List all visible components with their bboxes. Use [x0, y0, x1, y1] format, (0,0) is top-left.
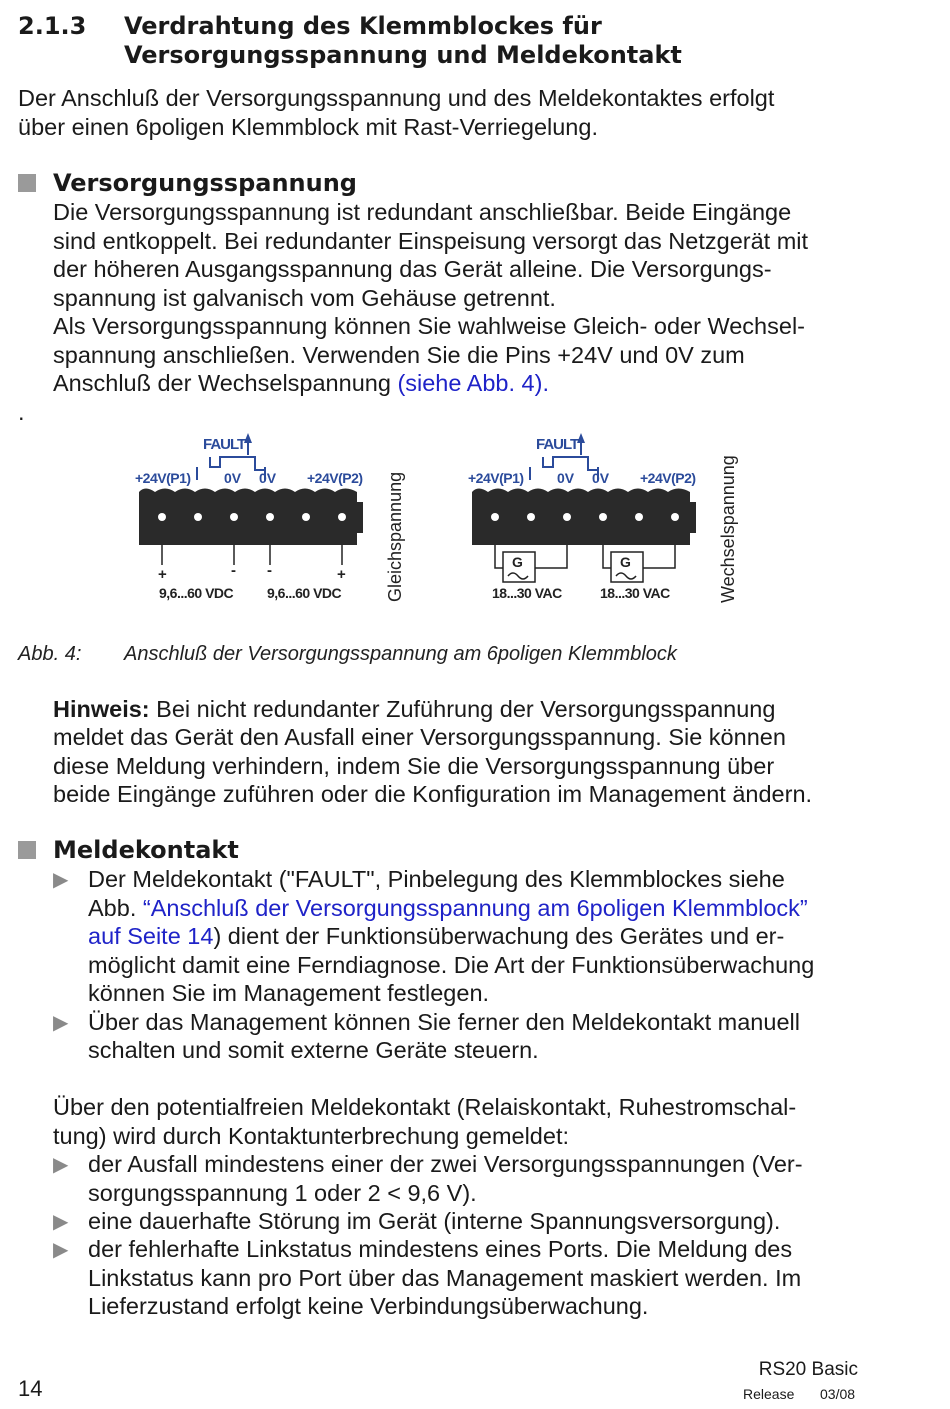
section-title-line2: Versorgungsspannung und Meldekontakt — [124, 41, 682, 69]
relay-item-2-line: Über das Management können Sie ferner den Meldekontakt manuell — [88, 1009, 800, 1035]
terminal-block-figure — [125, 425, 765, 610]
footer-release-label: Release — [743, 1386, 795, 1402]
footer-release: 03/08 — [820, 1386, 856, 1402]
sign-minus: - — [231, 562, 236, 579]
list-item-line: Lieferzustand erfolgt keine Verbindungsüberwachung. — [88, 1293, 649, 1319]
relay-item-1-line — [88, 894, 878, 923]
pin-label-0v: 0V — [224, 470, 242, 486]
figure-caption-label: Abb. 4: — [18, 643, 82, 665]
section-number: 2.1.3 — [18, 12, 87, 40]
relay-para-line: Über den potentialfreien Meldekontakt (Relaiskontakt, Ruhestromschal- — [53, 1094, 797, 1120]
relay-para-line: tung) wird durch Kontaktunterbrechung gemeldet: — [53, 1123, 570, 1149]
side-label-dc: Gleichspannung — [385, 471, 405, 602]
pin-label-0v: 0V — [592, 470, 610, 486]
supply-line: Die Versorgungsspannung ist redundant anschließbar. Beide Eingänge — [53, 199, 792, 225]
note-line-1 — [53, 695, 883, 724]
relay-item-1-line — [88, 922, 878, 951]
triangle-right-icon: ▶ — [53, 869, 69, 891]
list-item-line: der Ausfall mindestens einer der zwei Versorgungsspannungen (Ver- — [88, 1151, 803, 1177]
note-label: Hinweis: — [53, 696, 150, 722]
sign-minus: - — [267, 562, 272, 579]
section-title-line1: Verdrahtung des Klemmblockes für — [124, 12, 602, 40]
ac-range-label: 18...30 VAC — [600, 585, 670, 601]
supply-line: der höheren Ausgangsspannung das Gerät alleine. Die Versorgungs- — [53, 256, 772, 282]
dc-range-label: 9,6...60 VDC — [159, 585, 234, 601]
pin-label-24v-p2: +24V(P2) — [640, 470, 696, 486]
sign-plus: + — [337, 566, 346, 583]
supply-line-last — [53, 369, 883, 398]
ac-generator-icon — [503, 552, 535, 582]
subheading-supply: Versorgungsspannung — [53, 169, 357, 197]
triangle-right-icon: ▶ — [53, 1211, 69, 1233]
list-item-line: der fehlerhafte Linkstatus mindestens eines Ports. Die Meldung des — [88, 1236, 793, 1262]
pin-label-24v-p2: +24V(P2) — [307, 470, 363, 486]
connector-body — [472, 489, 696, 546]
page-number: 14 — [18, 1376, 43, 1401]
note-text: Bei nicht redundanter Zuführung der Versorgungsspannung — [149, 696, 776, 722]
supply-line: spannung ist galvanisch vom Gehäuse getrennt. — [53, 285, 556, 311]
triangle-right-icon: ▶ — [53, 1012, 69, 1034]
relay-item-text: ) dient der Funktionsüberwachung des Gerätes und er- — [213, 923, 785, 949]
note-line: beide Eingänge zuführen oder die Konfiguration im Management ändern. — [53, 781, 813, 807]
connector-body — [139, 489, 363, 546]
relay-item-text: Abb. — [88, 895, 143, 921]
triangle-right-icon: ▶ — [53, 1154, 69, 1176]
pin-label-0v: 0V — [259, 470, 277, 486]
supply-line: Als Versorgungsspannung können Sie wahlweise Gleich- oder Wechsel- — [53, 313, 805, 339]
pin-label-24v-p1: +24V(P1) — [135, 470, 191, 486]
supply-line: sind entkoppelt. Bei redundanter Einspeisung versorgt das Netzgerät mit — [53, 228, 809, 254]
pin-label-24v-p1: +24V(P1) — [468, 470, 524, 486]
fault-label-dc — [203, 433, 252, 455]
relay-item-1-line: können Sie im Management festlegen. — [88, 980, 490, 1006]
dc-range-label: 9,6...60 VDC — [267, 585, 342, 601]
fault-label-ac — [536, 433, 585, 455]
intro-line: Der Anschluß der Versorgungsspannung und des Meldekontaktes erfolgt — [18, 85, 775, 111]
list-item-line: eine dauerhafte Störung im Gerät (interne Spannungsversorgung). — [88, 1208, 781, 1234]
note-line: meldet das Gerät den Ausfall einer Versorgungsspannung. Sie können — [53, 724, 786, 750]
side-label-ac: Wechselspannung — [718, 455, 738, 603]
ac-range-label: 18...30 VAC — [492, 585, 562, 601]
generator-label: G — [512, 554, 523, 570]
stray-dot: . — [18, 399, 25, 425]
list-item-line: Linkstatus kann pro Port über das Management maskiert werden. Im — [88, 1265, 802, 1291]
supply-line: spannung anschließen. Verwenden Sie die Pins +24V und 0V zum — [53, 342, 745, 368]
relay-contact-lines — [210, 457, 265, 470]
triangle-right-icon: ▶ — [53, 1239, 69, 1261]
fault-label: FAULT — [536, 436, 579, 453]
page-reference-link[interactable]: auf Seite 14 — [88, 923, 214, 949]
intro-line: über einen 6poligen Klemmblock mit Rast-Verriegelung. — [18, 114, 598, 140]
gray-square-icon — [18, 841, 36, 859]
list-item-line: sorgungsspannung 1 oder 2 < 9,6 V). — [88, 1180, 477, 1206]
pin-label-0v: 0V — [557, 470, 575, 486]
note-line: diese Meldung verhindern, indem Sie die Versorgungsspannung über — [53, 753, 775, 779]
relay-item-1-line: Der Meldekontakt ("FAULT", Pinbelegung des Klemmblockes siehe — [88, 866, 785, 892]
sign-plus: + — [158, 566, 167, 583]
supply-text: Anschluß der Wechselspannung — [53, 370, 398, 396]
gray-square-icon — [18, 174, 36, 192]
fault-label: FAULT — [203, 436, 246, 453]
cross-reference-link[interactable]: “Anschluß der Versorgungsspannung am 6poligen Klemmblock” — [142, 895, 808, 921]
dc-terminal-diagram — [135, 433, 405, 602]
figure-caption-text: Anschluß der Versorgungsspannung am 6poligen Klemmblock — [124, 643, 677, 665]
ac-generator-icon — [611, 552, 643, 582]
generator-label: G — [620, 554, 631, 570]
relay-item-1-line: möglicht damit eine Ferndiagnose. Die Art der Funktionsüberwachung — [88, 952, 815, 978]
footer-product: RS20 Basic — [758, 1359, 858, 1380]
figure-reference-link[interactable]: (siehe Abb. 4). — [397, 370, 549, 396]
relay-item-2-line: schalten und somit externe Geräte steuern. — [88, 1037, 539, 1063]
subheading-relay: Meldekontakt — [53, 836, 239, 864]
ac-terminal-diagram — [468, 433, 738, 603]
